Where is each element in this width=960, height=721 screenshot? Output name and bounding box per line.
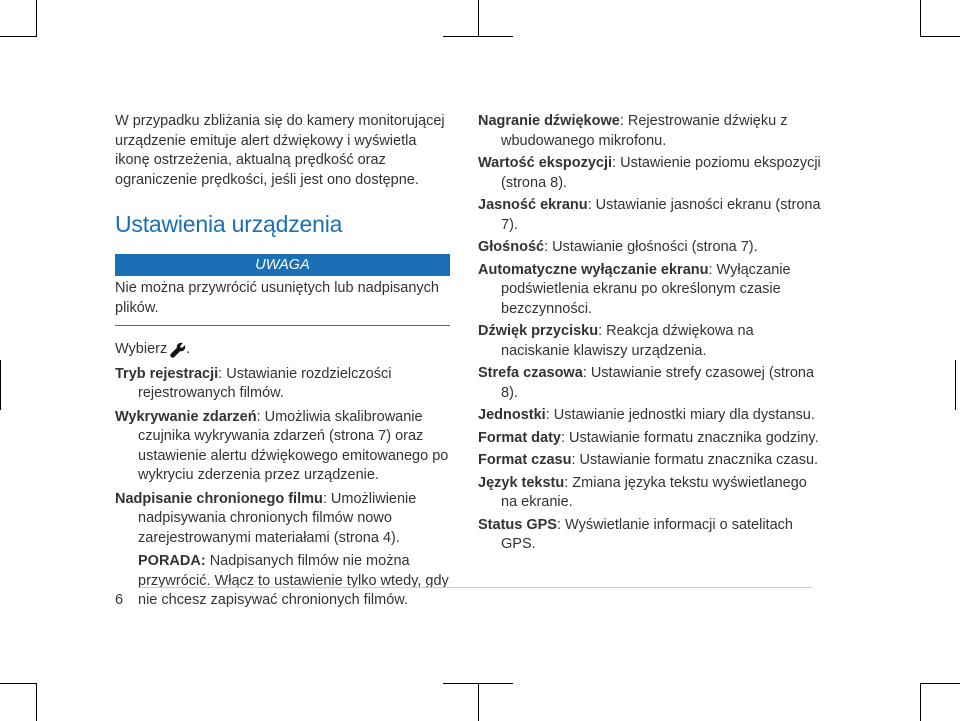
entry-desc: : Rejestrowanie dźwięku z wbudowanego mikrofonu. [501,113,788,149]
entry-desc: : Ustawianie jednostki miary dla dystansu. [545,407,815,423]
entry-term: Dźwięk przycisku [478,323,599,339]
entry-term: Nadpisanie chronionego filmu [115,490,323,507]
select-prefix: Wybierz [115,341,168,357]
entry-term: Jednostki [478,407,546,423]
entry-term: Strefa czasowa [478,365,583,381]
settings-entry [115,490,450,549]
entry-term: Głośność [478,239,545,255]
entry-desc: : Wyłączanie podświetlenia ekranu po określonym czasie bezczynności. [501,261,791,317]
entry-desc: : Ustawianie rozdzielczości rejestrowanych filmów. [138,365,392,401]
crop-mark [920,683,921,721]
crop-mark [0,683,37,684]
crop-mark [920,683,960,684]
crop-mark [955,360,956,410]
entry-desc: : Ustawianie jasności ekranu (strona 7). [501,197,821,233]
settings-entry [478,261,823,320]
settings-entry [478,196,823,235]
entry-desc: : Umożliwia skalibrowanie czujnika wykrywania zdarzeń (strona 7) oraz ustawienie alertu dźwiękowego emitowanego po wykryciu zderzenia przez urządzenie. [138,408,449,483]
page-number: 6 [115,592,124,608]
settings-entry [478,516,823,555]
entry-term: Nagranie dźwiękowe [478,113,620,129]
right-column [478,112,823,558]
entry-term: Jasność ekranu [478,197,588,213]
wrench-icon [170,342,186,358]
entry-desc: : Wyświetlanie informacji o satelitach GPS. [501,516,793,552]
select-instruction [115,340,450,360]
select-suffix: . [186,341,191,357]
intro-paragraph: W przypadku zbliżania się do kamery monitorującej urządzenie emituje alert dźwiękowy i wyświetla ikonę ostrzeżenia, aktualną prędkość oraz ograniczenie prędkości, jeśli jest ono dostępne. [115,113,445,188]
footer-divider [138,587,813,588]
entry-desc: : Ustawienie poziomu ekspozycji (strona 8). [501,155,821,191]
crop-mark [36,683,37,721]
tip-text: Nadpisanych filmów nie można przywrócić. Włącz to ustawienie tylko wtedy, gdy nie chcesz zapisywać chronionych filmów. [138,553,449,608]
entry-term: Wartość ekspozycji [478,155,613,171]
settings-entry [478,451,823,471]
entry-desc: : Ustawianie głośności (strona 7). [544,239,758,255]
entry-term: Format czasu [478,452,572,468]
crop-mark [0,36,37,37]
entry-term: Status GPS [478,516,557,533]
entry-term: Tryb rejestracji [115,365,219,382]
settings-entry [478,364,823,403]
entry-desc: : Ustawianie formatu znacznika godziny. [561,429,819,446]
entry-desc: : Ustawianie formatu znacznika czasu. [571,452,819,468]
entry-term: Język tekstu [478,474,565,491]
settings-entry [115,365,450,404]
settings-entry [478,429,823,449]
entry-desc: : Zmiana języka tekstu wyświetlanego na ekranie. [501,474,807,510]
entry-desc: : Reakcja dźwiękowa na naciskanie klawiszy urządzenia. [501,323,754,359]
crop-mark [36,0,37,37]
notice-label: UWAGA [115,254,450,276]
entry-term: Wykrywanie zdarzeń [115,408,257,425]
settings-entry [115,408,450,486]
settings-entry [478,112,823,151]
entry-desc: : Ustawianie strefy czasowej (strona 8). [501,365,815,401]
tip-note [115,552,450,611]
settings-entry [478,322,823,361]
crop-mark [920,0,921,37]
entry-term: Format daty [478,429,561,446]
crop-mark [0,360,1,410]
crop-mark [478,0,479,37]
settings-entry [478,238,823,258]
entry-term: Automatyczne wyłączanie ekranu [478,261,709,278]
notice-divider [115,325,450,326]
notice-text: Nie można przywrócić usuniętych lub nadpisanych plików. [115,280,439,316]
crop-mark [478,683,479,721]
section-title: Ustawienia urządzenia [115,211,343,237]
left-column [115,112,450,611]
settings-entry [478,474,823,513]
settings-entry [478,406,823,426]
tip-label: PORADA: [138,553,206,569]
entry-desc: : Umożliwienie nadpisywania chronionych filmów nowo zarejestrowanymi materiałami (strona 4). [138,490,417,546]
settings-entry [478,154,823,193]
crop-mark [920,36,960,37]
